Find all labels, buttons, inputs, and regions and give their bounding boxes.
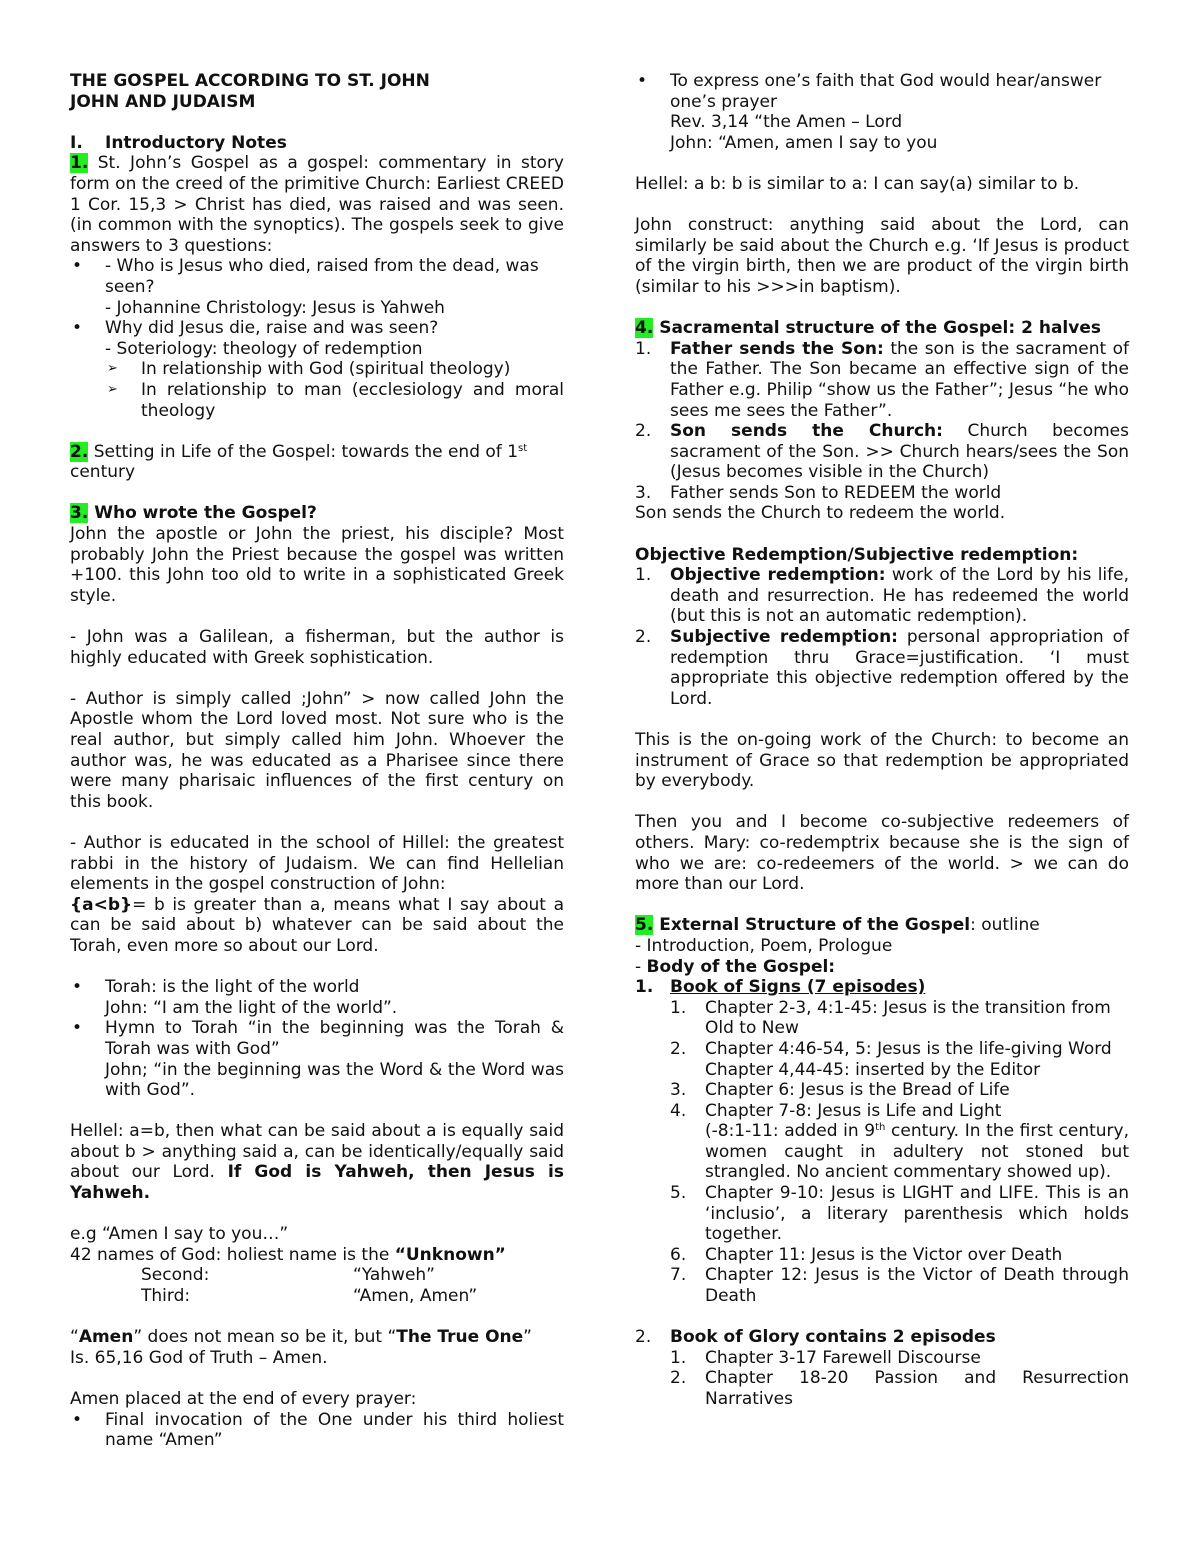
paragraph-john-construct: John construct: anything said about the Lord, can similarly be said about the Church e.g. ‘If Jesus is product of the virgin birth, then we are product of the virgin birth (similar to his >>>in baptism). [635, 215, 1129, 297]
paragraph-amen-meaning: “Amen” does not mean so be it, but “The True One” [70, 1327, 532, 1348]
paragraph-author: John the apostle or John the priest, his disciple? Most probably John the Priest because the gospel was written +100. this John too old to write in a sophisticated Greek style. [70, 524, 564, 606]
numbered-item: 1. Objective redemption: work of the Lord by his life, death and resurrection. He has redeemed the world (but this is not an automatic redemption). [635, 565, 1129, 627]
name-row: Third: “Amen, Amen” [141, 1286, 478, 1307]
bullet-icon: • [72, 256, 83, 277]
paragraph-amen-placed: Amen placed at the end of every prayer: [70, 1389, 417, 1409]
document-title: THE GOSPEL ACCORDING TO ST. JOHN [70, 71, 430, 91]
bullet-icon: • [72, 1018, 83, 1039]
bullet-icon: • [72, 318, 83, 339]
chapter-item: 1. Chapter 3-17 Farewell Discourse [670, 1347, 981, 1368]
paragraph-co-redeemers: Then you and I become co-subjective redeemers of others. Mary: co-redemptrix because she is the sign of who we are: co-redeemers of the world. > we can do more than our Lord. [635, 812, 1129, 895]
heading-sacramental-structure: 4. Sacramental structure of the Gospel: 2 halves [635, 318, 1101, 339]
section-number: I. [70, 132, 83, 153]
left-column: THE GOSPEL ACCORDING TO ST. JOHN JOHN AND JUDAISM I. Introductory Notes 1. St. John’s Gospel as a gospel: commentary in story form on the creed of the primitive Church: Earliest CREED 1 Cor. 15,3 > Christ has died, was raised and was seen. (in common with the synoptics). The gospels seek to give answers to 3 questions: • - Who is Jesus who died, raised from the dead, was seen? - Johannine Christology: Jesus is Yahweh • Why did Jesus die, raise and was seen? - Soteriology: theology of redemption ➢ In relationship with God (spiritual theology) ➢ In relationship to man (ecclesiology and moral theology 2. Setting in Life of the Gospel: towards the end of 1st century 3. Who wrote the Gospel? John the apostle or John the priest, his disciple? Most probably John the Priest because the gospel was written +100. this John too old to write in a sophisticated Greek style. - John was a Galilean, a fisherman, but the author is highly educated with Greek sophistication. - Author is simply called ;John” > now called John the Apostle whom the Lord loved most. Not sure who is the real author, but simply called him John. Whoever the author was, he was educated as a Pharisee since there were many pharisaic influences of the first century on this book. - Author is educated in the school of Hillel: the greatest rabbi in the history of Judaism. We can find Hellelian elements in the gospel construction of John: {a<b}= b is greater than a, means what I say about a can be said about b) whatever can be said about the Torah, even more so about our Lord. • Torah: is the light of the world John: “I am the light of the world”. • Hymn to Torah “in the beginning was the Torah & Torah was with God” John; “in the beginning was the Word & the Word was with God”. Hellel: a=b, then what can be said about a is equally said about b > anything said a, can be identically/equally said about our Lord. If God is Yahweh, then Jesus is Yahweh. e.g “Amen I say to you…” 42 names of God: holiest name is the “Unknown” Second: “Yahweh” Third: “Amen, Amen” “Amen” does not mean so be it, but “The True One” Is. 65,16 God of Truth – Amen. Amen placed at the end of every prayer: • Final invocation of the One under his third holiest name “Amen” [70, 71, 564, 1451]
arrow-item: ➢ In relationship with God (spiritual theology) [107, 359, 511, 380]
heading-who-wrote: 3. Who wrote the Gospel? [70, 503, 317, 524]
outline-body: - Body of the Gospel: [635, 956, 836, 977]
numbered-item: 2. Subjective redemption: personal appropriation of redemption thru Grace=justification. ‘I must appropriate this objective redemption offered by the Lord. [635, 627, 1129, 709]
name-row: Second: “Yahweh” [141, 1265, 435, 1286]
paragraph-galilean: - John was a Galilean, a fisherman, but the author is highly educated with Greek sophistication. [70, 627, 564, 668]
bullet-icon: • [72, 1409, 83, 1430]
heading-redemption: Objective Redemption/Subjective redemption: [635, 544, 1079, 565]
heading-external-structure: 5. External Structure of the Gospel: outline [635, 915, 1040, 936]
number-badge: 4. [635, 318, 654, 339]
chapter-item: 2. Chapter 4:46-54, 5: Jesus is the life-giving Word Chapter 4,44-45: inserted by the Editor [670, 1038, 1112, 1080]
numbered-item: 3. Father sends Son to REDEEM the world [635, 482, 1002, 503]
paragraph-hellel-equal: Hellel: a=b, then what can be said about a is equally said about b > anything said a, can be identically/equally said about our Lord. If God is Yahweh, then Jesus is Yahweh. [70, 1121, 564, 1204]
paragraph-gospel-as-gospel: 1. St. John’s Gospel as a gospel: commentary in story form on the creed of the primitive Church: Earliest CREED 1 Cor. 15,3 > Christ has died, was raised and was seen. (in common with the synoptics). The gospels seek to give answers to 3 questions: [70, 153, 564, 256]
chapter-item: 3. Chapter 6: Jesus is the Bread of Life [670, 1080, 1010, 1101]
paragraph-hellel-similar: Hellel: a b: b is similar to a: I can say(a) similar to b. [635, 173, 1080, 194]
bullet-item: • Hymn to Torah “in the beginning was the Torah & Torah was with God” John; “in the beginning was the Word & the Word was with God”. [72, 1018, 564, 1101]
paragraph-hillel-rule: {a<b}= b is greater than a, means what I say about a can be said about b) whatever can be said about the Torah, even more so about our Lord. [70, 894, 564, 956]
number-badge: 1. [70, 153, 89, 174]
arrow-bullet-icon: ➢ [107, 361, 118, 377]
arrow-item: ➢ In relationship to man (ecclesiology and moral theology [107, 379, 564, 421]
right-column [635, 71, 1129, 1410]
bullet-item: • Why did Jesus die, raise and was seen? - Soteriology: theology of redemption [72, 318, 439, 359]
bullet-item: • Torah: is the light of the world John: “I am the light of the world”. [72, 977, 398, 1018]
paragraph-author-called-john: - Author is simply called ;John” > now called John the Apostle whom the Lord loved most. Not sure who is the real author, but simply called him John. Whoever the author was, he was educated as a Pharisee since there were many pharisaic influences of the first century on this book. [70, 688, 564, 812]
numbered-item: 1. Father sends the Son: the son is the sacrament of the Father. The Son became an effective sign of the Father e.g. Philip “show us the Father”; Jesus “he who sees me sees the Father”. [635, 338, 1129, 421]
chapter-item: 2. Chapter 18-20 Passion and Resurrection Narratives [670, 1368, 1129, 1409]
book-of-signs-heading: 1. Book of Signs (7 episodes) [635, 977, 926, 998]
arrow-bullet-icon: ➢ [107, 381, 118, 397]
book-of-glory-heading: 2. Book of Glory contains 2 episodes [635, 1327, 996, 1348]
paragraph-hillel: - Author is educated in the school of Hillel: the greatest rabbi in the history of Judaism. We can find Hellelian elements in the gospel construction of John: [70, 832, 564, 895]
section-title: Introductory Notes [105, 132, 287, 153]
paragraph-setting-in-life: 2. Setting in Life of the Gospel: towards the end of 1st [70, 441, 528, 462]
paragraph-example: e.g “Amen I say to you…” [70, 1224, 289, 1245]
paragraph-names-of-god: 42 names of God: holiest name is the “Unknown” [70, 1244, 506, 1265]
bullet-icon: • [72, 977, 83, 998]
paragraph-ongoing-work: This is the on-going work of the Church: to become an instrument of Grace so that redemption be appropriated by everybody. [635, 730, 1129, 792]
paragraph-son-sends-church: Son sends the Church to redeem the world. [635, 503, 1006, 524]
outline-introduction: - Introduction, Poem, Prologue [635, 935, 893, 956]
chapter-item: 4. Chapter 7-8: Jesus is Life and Light (-8:1-11: added in 9th century. In the first century, women caught in adultery not stoned but strangled. No ancient commentary showed up). [670, 1100, 1129, 1183]
number-badge: 3. [70, 503, 89, 524]
numbered-item: 2. Son sends the Church: Church becomes sacrament of the Son. >> Church hears/sees the Son (Jesus becomes visible in the Church) [635, 421, 1130, 483]
number-badge: 5. [635, 915, 654, 936]
section-heading-introductory-notes [70, 133, 564, 154]
chapter-item: 6. Chapter 11: Jesus is the Victor over Death [670, 1244, 1063, 1265]
document-subtitle: JOHN AND JUDAISM [70, 91, 256, 112]
number-badge: 2. [70, 441, 89, 462]
chapter-item: 7. Chapter 12: Jesus is the Victor of Death through Death [670, 1265, 1129, 1307]
chapter-item: 5. Chapter 9-10: Jesus is LIGHT and LIFE. This is an ‘inclusio’, a literary parenthesis which holds together. [670, 1183, 1129, 1245]
chapter-item: 1. Chapter 2-3, 4:1-45: Jesus is the transition from Old to New [670, 997, 1111, 1039]
bullet-icon: • [637, 71, 648, 91]
bullet-item: • - Who is Jesus who died, raised from the dead, was seen? - Johannine Christology: Jesus is Yahweh [72, 256, 539, 318]
bullet-item: • Final invocation of the One under his third holiest name “Amen” [72, 1409, 564, 1451]
bullet-item: • To express one’s faith that God would hear/answer one’s prayer Rev. 3,14 “the Amen – Lord John: “Amen, amen I say to you [637, 71, 1102, 153]
